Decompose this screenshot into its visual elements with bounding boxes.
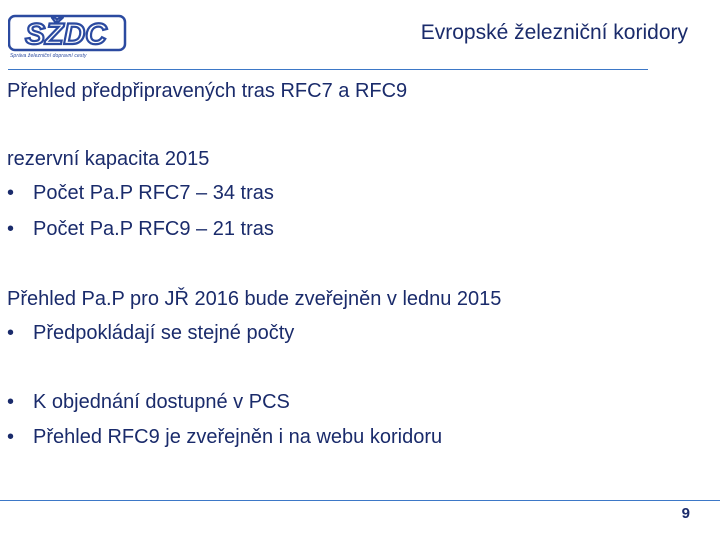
bullet-icon: • xyxy=(7,426,15,448)
list-item-text: Předpokládají se stejné počty xyxy=(33,322,295,344)
header-title: Evropské železniční koridory xyxy=(420,21,688,44)
list-item-text: Přehled RFC9 je zveřejněn i na webu koridoru xyxy=(33,426,443,448)
logo-wordmark: SŽDC xyxy=(25,18,107,51)
section2-heading: Přehled Pa.P pro JŘ 2016 bude zveřejněn v lednu 2015 xyxy=(7,288,502,310)
list-item-text: Počet Pa.P RFC7 – 34 tras xyxy=(33,182,274,204)
list-item xyxy=(7,426,442,449)
bullet-icon: • xyxy=(7,182,15,204)
slide-subtitle: Přehled předpřipravených tras RFC7 a RFC9 xyxy=(7,80,408,102)
footer-divider xyxy=(0,500,720,501)
header-divider xyxy=(8,69,648,70)
bullet-icon: • xyxy=(7,322,15,344)
bullet-icon: • xyxy=(7,391,15,413)
bullet-icon: • xyxy=(7,218,15,240)
section1-heading: rezervní kapacita 2015 xyxy=(7,148,210,170)
list-item xyxy=(7,182,274,205)
logo-tagline: Správa železniční dopravní cesty xyxy=(10,53,87,59)
szdc-logo-mark xyxy=(8,14,128,54)
list-item xyxy=(7,322,294,345)
list-item-text: Počet Pa.P RFC9 – 21 tras xyxy=(33,218,274,240)
list-item xyxy=(7,391,290,414)
szdc-logo xyxy=(8,14,128,62)
page-number: 9 xyxy=(681,505,690,522)
list-item-text: K objednání dostupné v PCS xyxy=(33,391,290,413)
list-item xyxy=(7,218,274,241)
